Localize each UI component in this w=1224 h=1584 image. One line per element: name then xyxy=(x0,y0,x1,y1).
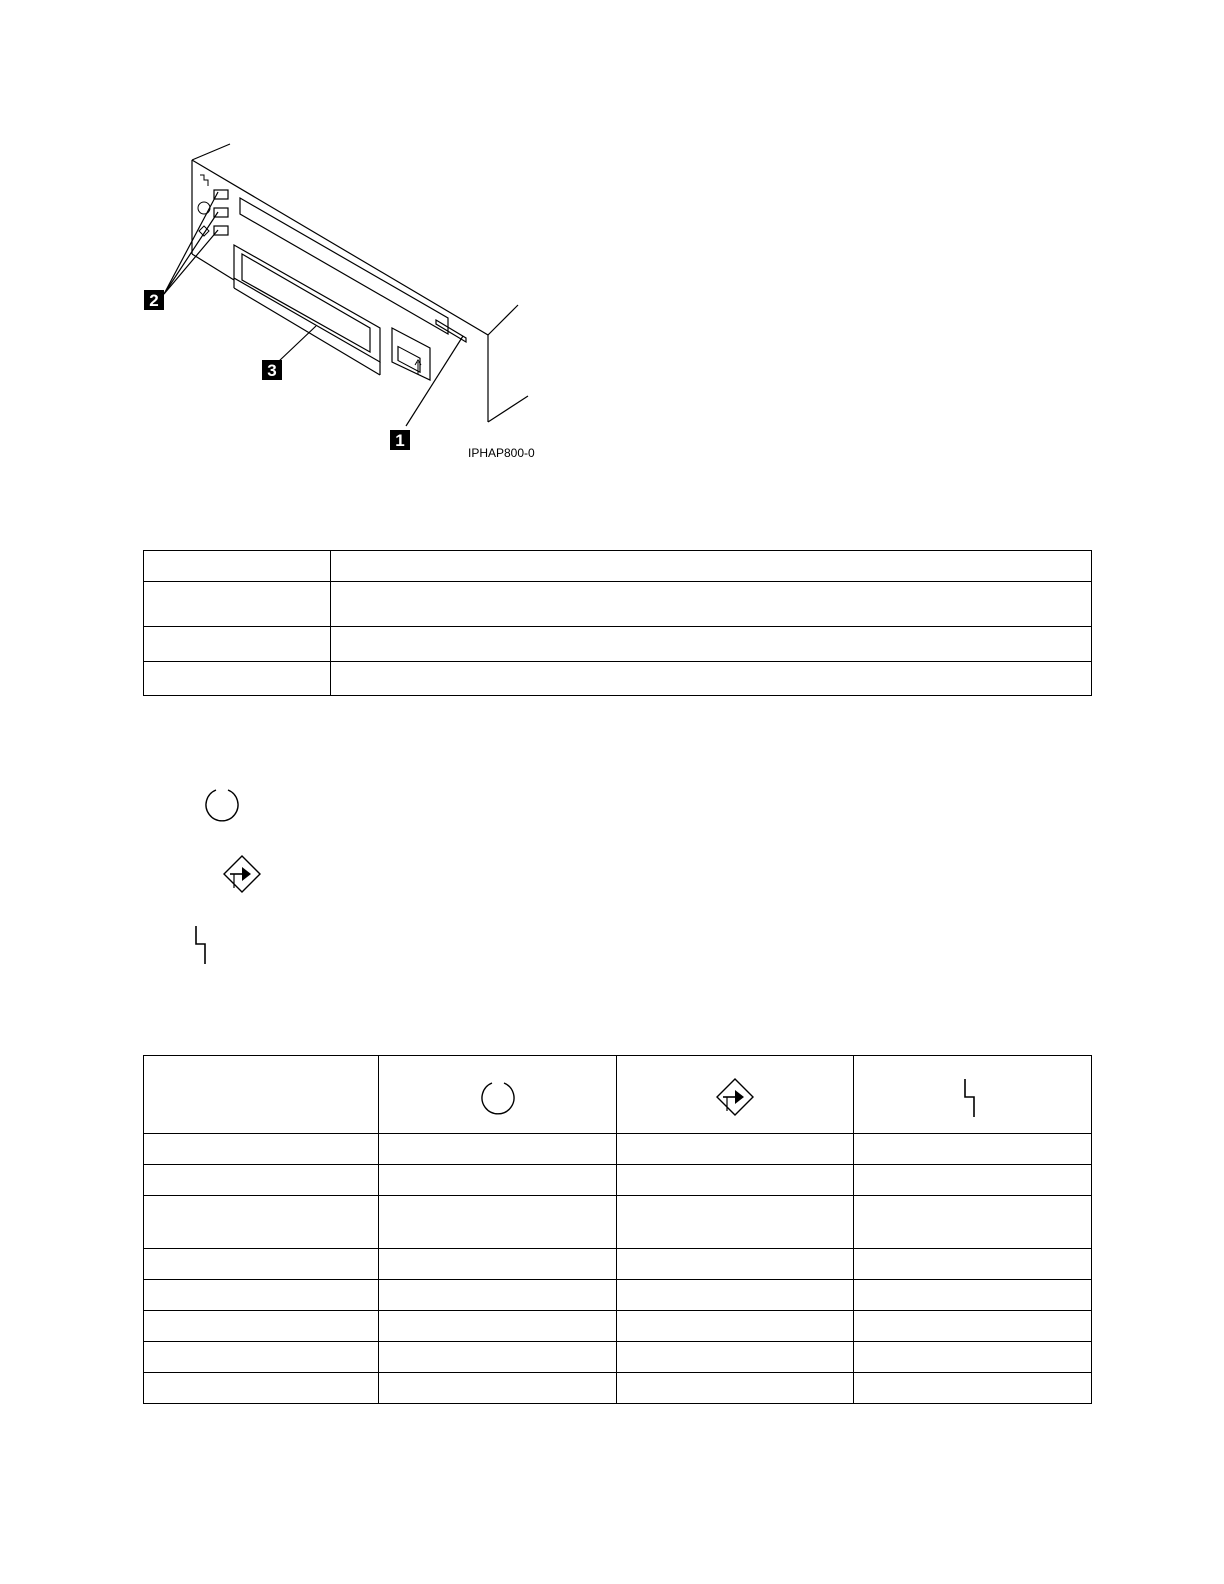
callout-3 xyxy=(262,360,282,380)
header-cell-ready xyxy=(379,1056,617,1134)
figure-id: IPHAP800-0 xyxy=(468,446,535,460)
table-cell xyxy=(379,1165,617,1196)
table-cell xyxy=(854,1249,1092,1280)
table-cell xyxy=(144,662,331,696)
table-cell xyxy=(854,1165,1092,1196)
table-row xyxy=(144,662,1092,696)
table-cell xyxy=(144,582,331,627)
header-cell-fault xyxy=(854,1056,1092,1134)
table-cell xyxy=(617,1311,854,1342)
table-cell xyxy=(144,1249,379,1280)
table-cell xyxy=(379,1311,617,1342)
table-cell xyxy=(144,1311,379,1342)
table-cell xyxy=(379,1373,617,1404)
table-cell xyxy=(144,627,331,662)
svg-text:1: 1 xyxy=(395,431,405,450)
table-cell xyxy=(854,1280,1092,1311)
table-row xyxy=(144,1134,1092,1165)
ready-icon xyxy=(202,786,242,826)
table-cell xyxy=(617,1165,854,1196)
fault-icon xyxy=(192,924,216,968)
status-table xyxy=(143,1055,1092,1404)
table-cell xyxy=(854,1134,1092,1165)
table-row xyxy=(144,1196,1092,1249)
table-cell xyxy=(617,1373,854,1404)
table-cell xyxy=(331,582,1092,627)
table-row xyxy=(144,1373,1092,1404)
table-cell xyxy=(144,1196,379,1249)
table-cell xyxy=(379,1196,617,1249)
table-row xyxy=(144,627,1092,662)
table-cell xyxy=(144,1134,379,1165)
table-cell xyxy=(144,1165,379,1196)
table-cell xyxy=(854,1373,1092,1404)
header-cell xyxy=(144,1056,379,1134)
table-row xyxy=(144,1311,1092,1342)
fault-icon xyxy=(961,1077,985,1121)
table-cell xyxy=(144,1342,379,1373)
table-cell xyxy=(617,1280,854,1311)
table-row xyxy=(144,1280,1092,1311)
table-cell xyxy=(144,1373,379,1404)
table-cell xyxy=(617,1196,854,1249)
table-cell xyxy=(854,1196,1092,1249)
table-cell xyxy=(379,1280,617,1311)
table-cell xyxy=(144,551,331,582)
svg-text:2: 2 xyxy=(149,291,159,310)
table-cell xyxy=(617,1134,854,1165)
table-cell xyxy=(854,1342,1092,1373)
table-cell xyxy=(331,627,1092,662)
callout-1 xyxy=(390,430,410,450)
table-cell xyxy=(617,1249,854,1280)
table-cell xyxy=(379,1342,617,1373)
table-cell xyxy=(144,1280,379,1311)
svg-text:3: 3 xyxy=(267,361,277,380)
tape-drive-figure xyxy=(130,130,550,470)
header-cell-activity xyxy=(617,1056,854,1134)
table-cell xyxy=(331,662,1092,696)
table-cell xyxy=(379,1134,617,1165)
table-row xyxy=(144,1249,1092,1280)
activity-icon xyxy=(220,854,264,898)
table-cell xyxy=(379,1249,617,1280)
table-cell xyxy=(854,1311,1092,1342)
table-row xyxy=(144,582,1092,627)
table-cell xyxy=(617,1342,854,1373)
callout-2 xyxy=(144,290,164,310)
table-cell xyxy=(331,551,1092,582)
tape-drive-illustration xyxy=(130,130,550,470)
activity-icon xyxy=(713,1077,757,1121)
table-header-row xyxy=(144,1056,1092,1134)
table-row xyxy=(144,1342,1092,1373)
table-row xyxy=(144,1165,1092,1196)
ready-icon xyxy=(478,1079,518,1119)
table-row xyxy=(144,551,1092,582)
parts-table xyxy=(143,550,1092,696)
